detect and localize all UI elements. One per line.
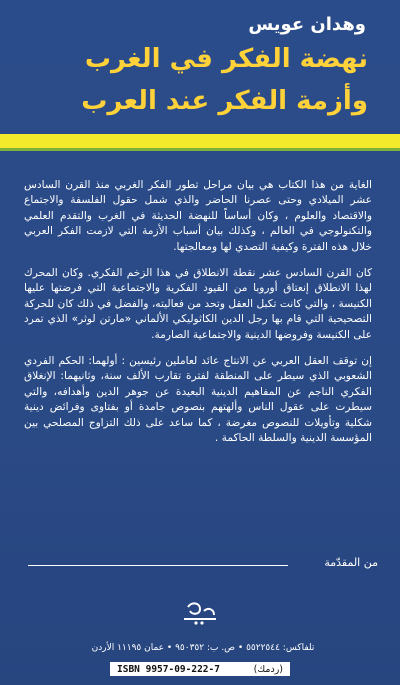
publisher-contact: تلفاكس: ٥٥٢٢٥٤٤ • ص. ب: ٩٥٠٣٥٢ • عمان ١١١٩٥ الأردن: [91, 643, 315, 653]
blurb-paragraph-1: الغاية من هذا الكتاب هي بيان مراحل تطور الفكر الغربي منذ القرن السادس عشر الميلادي وحتى عصرنا الحاضر والذي شمل حقول الفلسفة والاجتماع والاقتصاد والعلوم ، وكان أساساً للنهضة الحديثة في الغرب والتقدم العلمي والتكنولوجي في العالم ، وكذلك بيان أسباب الأزمة التي لازمت الفكر العربي خلال هذه الفترة وكيفية التصدي لها ومعالجتها.: [24, 179, 372, 253]
yellow-band: [0, 134, 400, 148]
isbn-number: ISBN 9957-09-222-7: [117, 663, 220, 675]
blurb-paragraph-3: إن توقف العقل العربي عن الانتاج عائد لعاملين رئيسين : أولهما: الحكم الفردي الشعوبي الذي سيطر على المنطقة لفترة تقارب الألف سنة، وثانيهما: الإنغلاق الفكري الناجم عن المفاهيم الدينية البعيدة عن جوهر الدين وأهدافه، والتي سيطرت على عقول الناس وألهتهم بنصوص جامدة أو بفتاوى وفرائض دينية شكلية وتأويلات للنصوص مغرضة ، كما ساعد على ذلك التزاوج المصلحي بين المؤسسة الدينية والسلطة الحاكمة .: [24, 355, 372, 445]
intro-source-label: من المقدّمة: [324, 556, 378, 569]
book-title-line-2: وأزمة الفكر عند العرب: [81, 86, 368, 116]
author-name: وهدان عويس: [248, 14, 366, 35]
book-title-line-1: نهضة الفكر في الغرب: [84, 44, 368, 74]
isbn-box: [110, 662, 290, 676]
blurb-text: [24, 178, 372, 458]
blurb-paragraph-2: كان القرن السادس عشر نقطة الانطلاق في هذا الزخم الفكري. وكان المحرك لهذا الانطلاق إنعتاق أوروبا من القيود الفكرية والاجتماعية التي فرضتها عليها الكنيسة ، والتي كانت تكبل العقل وتحد من فعاليته، والفضل في ذلك كان للحركة التصحيحية التي قام بها رجل الدين الكاثوليكي الألماني «مارتن لوثر» الذي تمرد على الكنيسة وفروضها الدينية والاجتماعية الصارمة.: [24, 267, 372, 341]
green-rule: [0, 148, 400, 151]
isbn-label: (ردمك): [253, 663, 283, 675]
intro-divider: [28, 565, 288, 566]
publisher-logo-icon: [178, 601, 222, 627]
